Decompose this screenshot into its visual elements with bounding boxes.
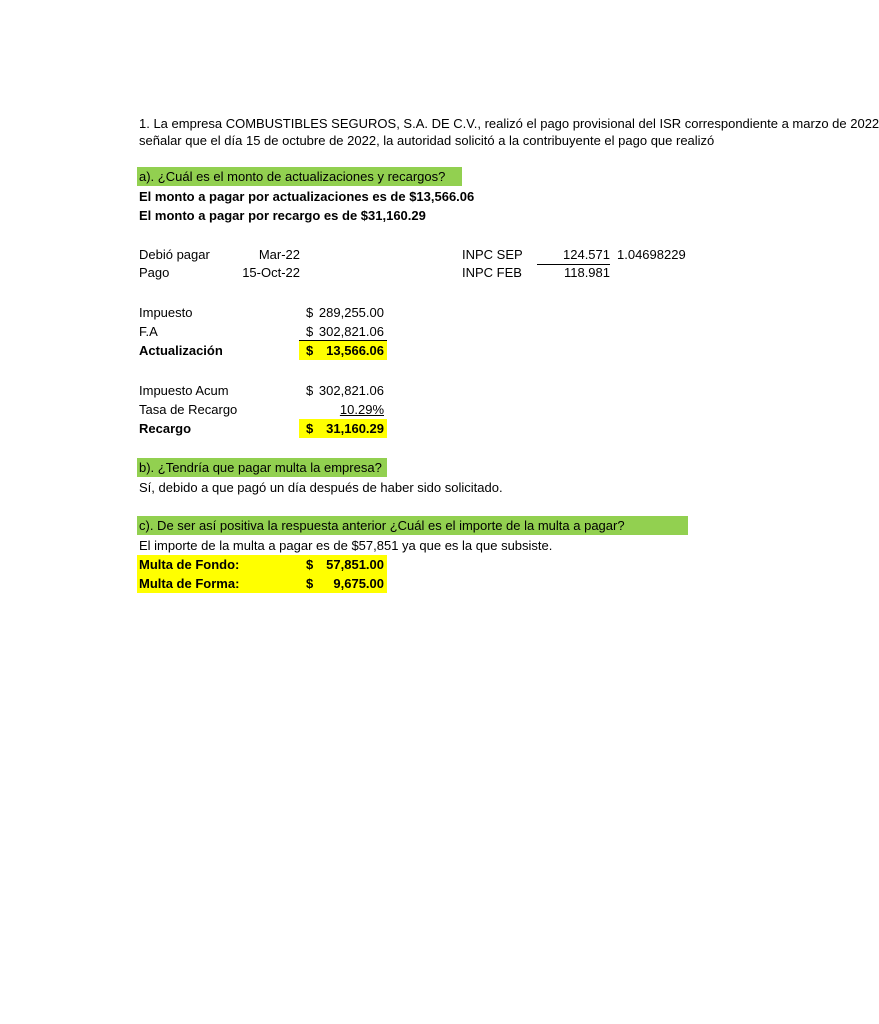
question-b-label: b). ¿Tendría que pagar multa la empresa? xyxy=(139,460,382,475)
multa-fondo-currency: $ xyxy=(306,557,314,572)
impuesto-label: Impuesto xyxy=(139,305,193,320)
multa-forma-value: 9,675.00 xyxy=(333,576,384,591)
fa-value: 302,821.06 xyxy=(318,324,384,339)
impuesto-currency: $ xyxy=(306,305,314,320)
impuesto-acum-label: Impuesto Acum xyxy=(139,383,229,398)
pago-label: Pago xyxy=(139,265,170,280)
tasa-recargo-value: 10.29% xyxy=(339,402,384,417)
inpc-factor: 1.04698229 xyxy=(617,247,686,262)
recargo-currency: $ xyxy=(306,421,314,436)
recargo-value: 31,160.29 xyxy=(326,421,384,436)
debio-pagar-label: Debió pagar xyxy=(139,247,210,262)
actualizacion-currency: $ xyxy=(306,343,314,358)
impuesto-value: 289,255.00 xyxy=(318,305,384,320)
question-c-label: c). De ser así positiva la respuesta anterior ¿Cuál es el importe de la multa a pagar? xyxy=(139,518,625,533)
multa-fondo-value: 57,851.00 xyxy=(326,557,384,572)
answer-recargo: El monto a pagar por recargo es de $31,160.29 xyxy=(139,208,426,223)
tasa-recargo-label: Tasa de Recargo xyxy=(139,402,238,417)
impuesto-acum-value: 302,821.06 xyxy=(318,383,384,398)
question-c-answer: El importe de la multa a pagar es de $57,851 ya que es la que subsiste. xyxy=(139,538,553,553)
intro-line-1: 1. La empresa COMBUSTIBLES SEGUROS, S.A. DE C.V., realizó el pago provisional del ISR correspondiente a marzo de 2022 xyxy=(139,116,879,131)
inpc-sep-value: 124.571 xyxy=(563,247,610,262)
actualizacion-label: Actualización xyxy=(139,343,223,358)
question-b-answer: Sí, debido a que pagó un día después de haber sido solicitado. xyxy=(139,480,503,495)
fa-currency: $ xyxy=(306,324,314,339)
pago-value: 15-Oct-22 xyxy=(242,265,300,280)
recargo-label: Recargo xyxy=(139,421,192,436)
multa-fondo-label: Multa de Fondo: xyxy=(139,557,240,572)
inpc-sep-label: INPC SEP xyxy=(462,247,523,262)
answer-actualizaciones: El monto a pagar por actualizaciones es de $13,566.06 xyxy=(139,189,475,204)
impuesto-acum-currency: $ xyxy=(306,383,314,398)
multa-forma-currency: $ xyxy=(306,576,314,591)
intro-line-2: señalar que el día 15 de octubre de 2022, la autoridad solicitó a la contribuyente el pago que realizó xyxy=(139,133,715,148)
question-a-label: a). ¿Cuál es el monto de actualizaciones y recargos? xyxy=(139,169,446,184)
inpc-feb-label: INPC FEB xyxy=(462,265,522,280)
debio-pagar-value: Mar-22 xyxy=(258,247,300,262)
inpc-feb-value: 118.981 xyxy=(563,265,610,280)
actualizacion-value: 13,566.06 xyxy=(326,343,384,358)
fa-label: F.A xyxy=(139,324,158,339)
multa-forma-label: Multa de Forma: xyxy=(139,576,240,591)
